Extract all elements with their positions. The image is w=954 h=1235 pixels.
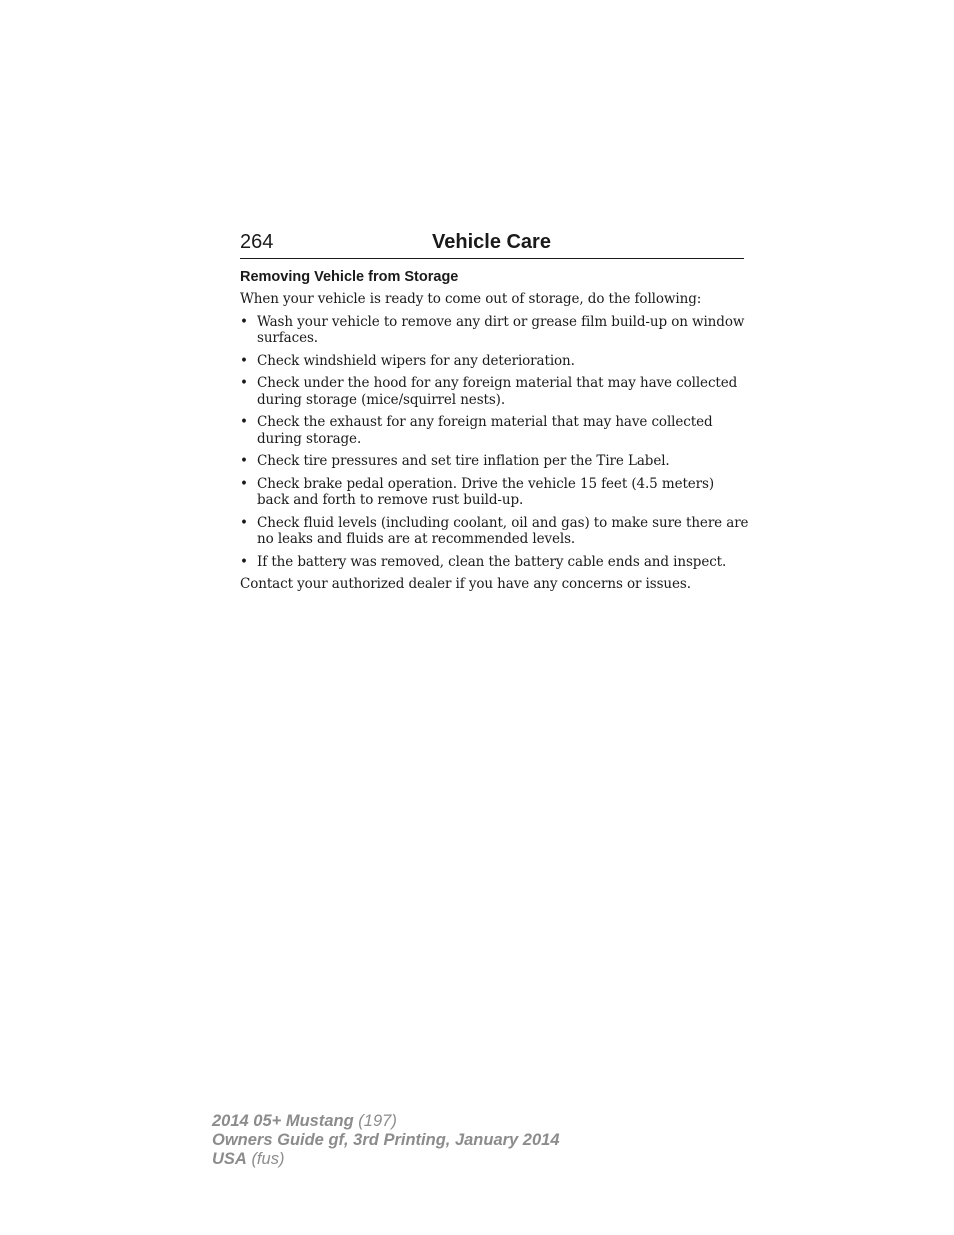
page-footer xyxy=(212,1112,560,1169)
list-item xyxy=(240,353,750,370)
list-item-text: Check tire pressures and set tire inflation per the Tire Label. xyxy=(257,453,670,469)
bullet-icon: • xyxy=(240,475,248,492)
footer-line-2: Owners Guide gf, 3rd Printing, January 2014 xyxy=(212,1131,560,1149)
footer-market: USA xyxy=(212,1150,247,1168)
list-item-text: Check under the hood for any foreign material that may have collected during storage (mice/squirrel nests). xyxy=(257,375,738,408)
list-item xyxy=(240,375,750,408)
page-number: 264 xyxy=(240,231,274,253)
list-item-text: If the battery was removed, clean the battery cable ends and inspect. xyxy=(257,553,727,570)
bullet-icon: • xyxy=(240,375,248,391)
footer-market-code: (fus) xyxy=(251,1150,285,1168)
list-item-text: Check the exhaust for any foreign material that may have collected during storage. xyxy=(257,414,713,447)
bullet-icon: • xyxy=(240,514,248,531)
closing-paragraph: Contact your authorized dealer if you have any concerns or issues. xyxy=(240,576,691,592)
intro-paragraph: When your vehicle is ready to come out of storage, do the following: xyxy=(240,291,702,307)
list-item xyxy=(240,515,750,548)
footer-model-code: (197) xyxy=(358,1112,397,1130)
list-item xyxy=(240,554,750,571)
footer-line-3 xyxy=(212,1150,560,1169)
list-item-text: Check windshield wipers for any deterioration. xyxy=(257,352,575,369)
page-header xyxy=(240,228,744,259)
list-item-text: Check fluid levels (including coolant, oil and gas) to make sure there are no leaks and fluids are at recommended levels. xyxy=(257,514,749,547)
bullet-icon: • xyxy=(240,453,248,469)
list-item-text: Wash your vehicle to remove any dirt or grease film build-up on window surfaces. xyxy=(257,313,745,346)
bullet-icon: • xyxy=(240,414,248,430)
footer-model: 2014 05+ Mustang xyxy=(212,1112,354,1130)
subheading: Removing Vehicle from Storage xyxy=(240,269,459,285)
footer-line-1 xyxy=(212,1112,560,1131)
list-item xyxy=(240,314,750,347)
bullet-list xyxy=(240,314,750,571)
bullet-icon: • xyxy=(240,553,248,570)
section-title: Vehicle Care xyxy=(432,231,551,253)
bullet-icon: • xyxy=(240,352,248,369)
list-item-text: Check brake pedal operation. Drive the vehicle 15 feet (4.5 meters) back and forth to remove rust build-up. xyxy=(257,475,715,508)
main-content xyxy=(240,267,750,599)
bullet-icon: • xyxy=(240,313,248,330)
list-item xyxy=(240,476,750,509)
list-item xyxy=(240,453,750,470)
list-item xyxy=(240,414,750,447)
